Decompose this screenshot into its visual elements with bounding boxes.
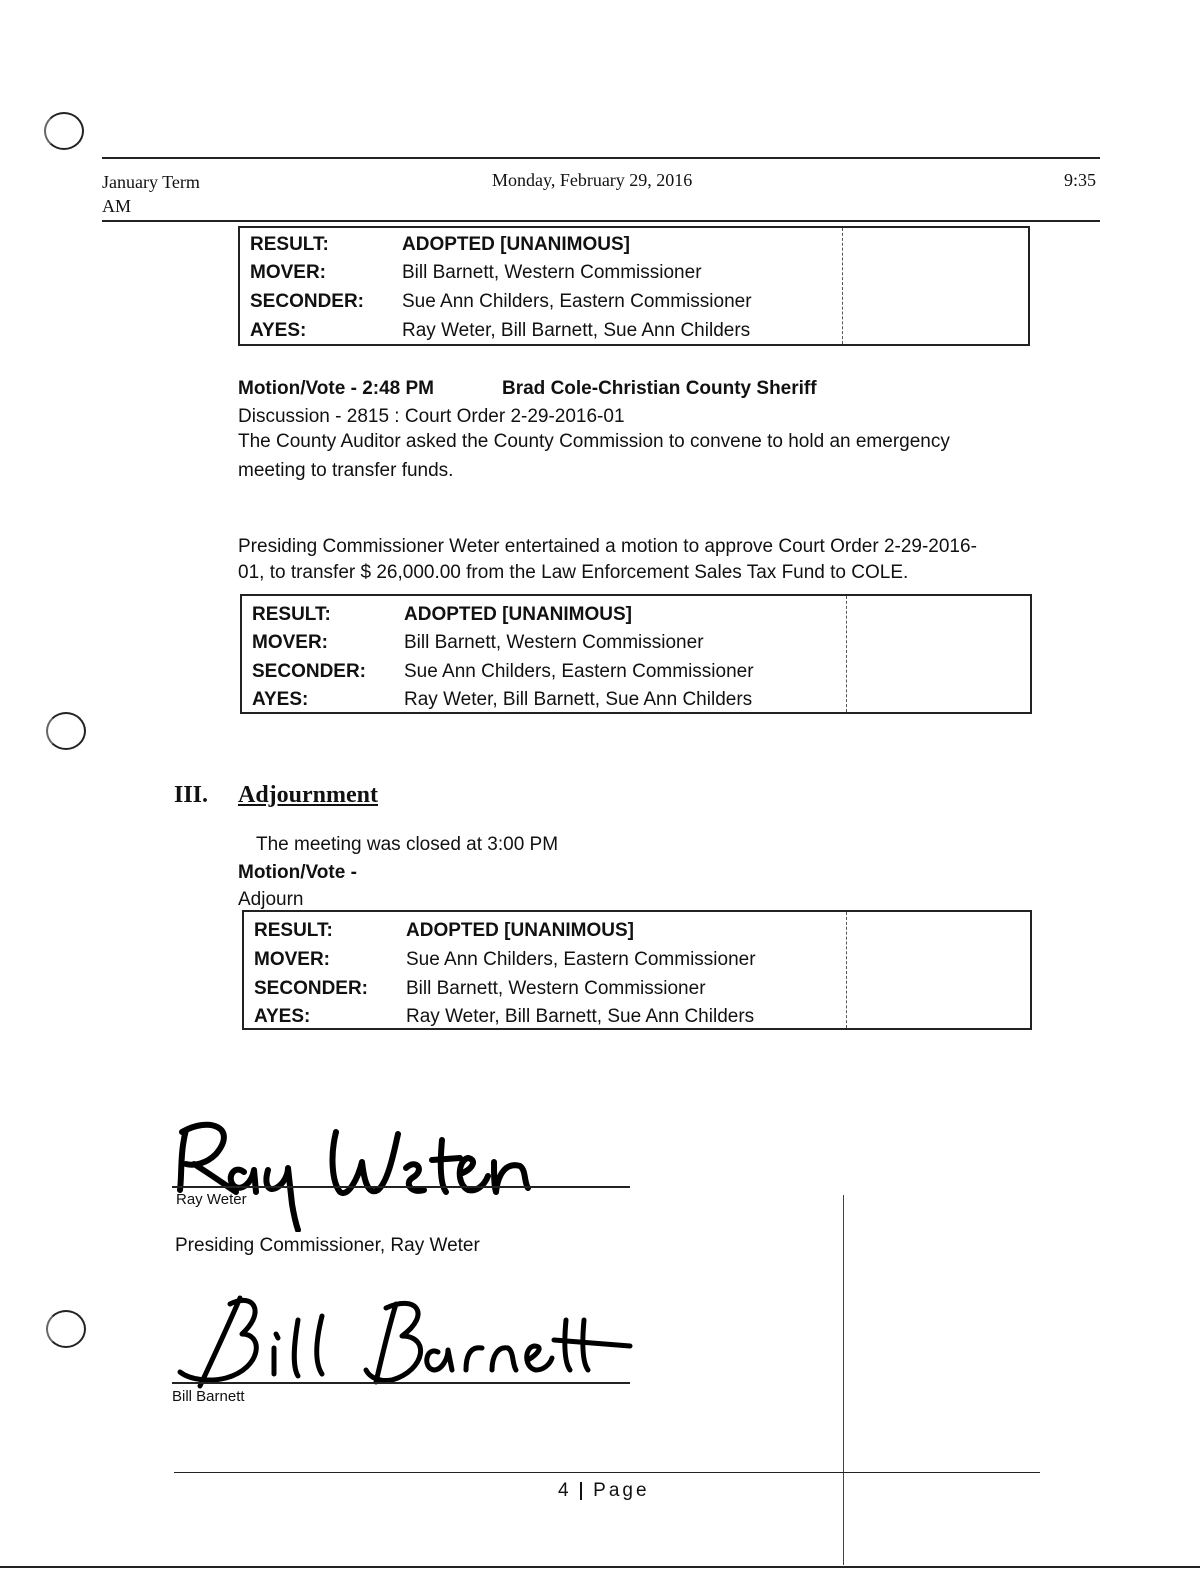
margin-scan-line — [843, 1195, 844, 1565]
seconder-value: Sue Ann Childers, Eastern Commissioner — [404, 661, 754, 682]
vote-result-box — [238, 226, 1030, 346]
signature-line — [172, 1382, 630, 1384]
result-label: RESULT: — [250, 234, 329, 255]
seconder-label: SECONDER: — [252, 661, 367, 682]
box-divider — [846, 912, 847, 1028]
motion-text-line: The County Auditor asked the County Commission to convene to hold an emergency — [238, 431, 950, 452]
header-top-rule — [102, 157, 1100, 159]
mover-value: Bill Barnett, Western Commissioner — [402, 262, 702, 283]
motion-presenter: Brad Cole-Christian County Sheriff — [502, 378, 817, 399]
binder-hole-icon — [44, 112, 84, 150]
box-divider — [846, 596, 847, 712]
motion-text-line: meeting to transfer funds. — [238, 460, 454, 481]
page-label: Page — [593, 1480, 650, 1501]
footer-rule — [174, 1472, 1040, 1473]
ayes-label: AYES: — [252, 689, 309, 710]
ayes-value: Ray Weter, Bill Barnett, Sue Ann Childers — [404, 689, 753, 710]
motion-label-text: Motion/Vote - — [238, 378, 363, 399]
motion-label — [238, 378, 434, 400]
ayes-label: AYES: — [254, 1006, 311, 1027]
mover-label: MOVER: — [250, 262, 326, 283]
header-term: January Term — [102, 172, 200, 192]
result-label: RESULT: — [254, 920, 333, 941]
motion-item: Adjourn — [238, 889, 304, 910]
signature-name-bill-barnett: Bill Barnett — [172, 1388, 245, 1405]
page-bottom-rule — [0, 1566, 1200, 1568]
ayes-value: Ray Weter, Bill Barnett, Sue Ann Childers — [406, 1006, 755, 1027]
result-label: RESULT: — [252, 604, 331, 625]
result-value: ADOPTED [UNANIMOUS] — [402, 234, 630, 255]
header-bottom-rule — [102, 220, 1100, 222]
mover-value: Bill Barnett, Western Commissioner — [404, 632, 704, 653]
ayes-value: Ray Weter, Bill Barnett, Sue Ann Childers — [402, 320, 751, 341]
result-value: ADOPTED [UNANIMOUS] — [404, 604, 632, 625]
signature-line — [172, 1186, 630, 1188]
seconder-label: SECONDER: — [250, 291, 365, 312]
vote-result-box — [240, 594, 1032, 714]
ayes-label: AYES: — [250, 320, 307, 341]
motion-label: Motion/Vote - — [238, 862, 357, 883]
binder-hole-icon — [46, 1310, 86, 1348]
header-time: 9:35 — [1064, 170, 1097, 190]
signature-title: Presiding Commissioner, Ray Weter — [175, 1235, 480, 1256]
mover-value: Sue Ann Childers, Eastern Commissioner — [406, 949, 756, 970]
result-value: ADOPTED [UNANIMOUS] — [406, 920, 634, 941]
page-number-value: 4 — [558, 1480, 569, 1501]
seconder-value: Sue Ann Childers, Eastern Commissioner — [402, 291, 752, 312]
signature-ray-weter — [172, 1112, 552, 1232]
header-date: Monday, February 29, 2016 — [492, 170, 693, 190]
box-divider — [842, 228, 843, 344]
discussion-line: Discussion - 2815 : Court Order 2-29-2016-01 — [238, 406, 625, 427]
signature-name-ray-weter: Ray Weter — [176, 1191, 247, 1208]
header-ampm: AM — [102, 196, 132, 216]
approve-text-line: Presiding Commissioner Weter entertained a motion to approve Court Order 2-29-2016- — [238, 536, 977, 557]
seconder-label: SECONDER: — [254, 978, 369, 999]
motion-time: 2:48 PM — [362, 378, 434, 399]
vote-result-box — [242, 910, 1032, 1030]
page-separator — [580, 1482, 582, 1500]
seconder-value: Bill Barnett, Western Commissioner — [406, 978, 706, 999]
page-number — [558, 1480, 650, 1502]
approve-text-line: 01, to transfer $ 26,000.00 from the Law Enforcement Sales Tax Fund to COLE. — [238, 562, 909, 583]
mover-label: MOVER: — [252, 632, 328, 653]
section-numeral: III. — [174, 782, 209, 808]
binder-hole-icon — [46, 712, 86, 750]
section-title: Adjournment — [238, 782, 379, 808]
mover-label: MOVER: — [254, 949, 330, 970]
closed-text: The meeting was closed at 3:00 PM — [256, 834, 559, 855]
